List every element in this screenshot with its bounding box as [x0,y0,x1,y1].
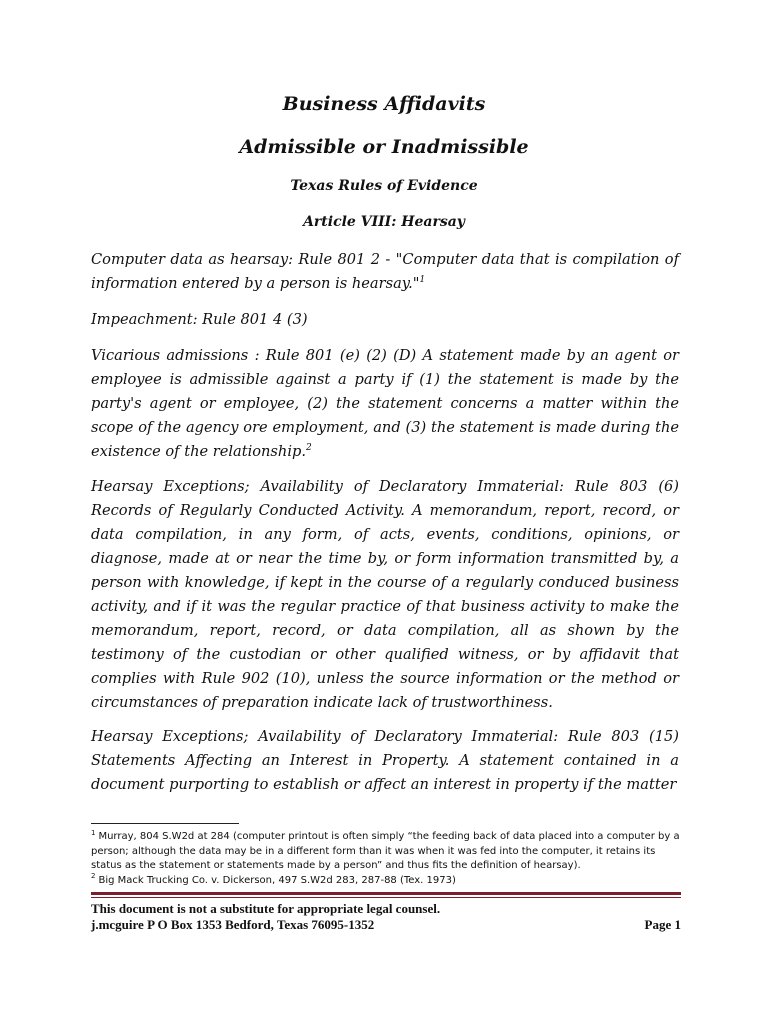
page-number: Page 1 [644,917,681,932]
section-heading: Texas Rules of Evidence [290,178,478,194]
paragraph-text: Hearsay Exceptions; Availability of Declaratory Immaterial: Rule 803 (15) Statements Affecting an Interest in Property. A statement contained in a document purporting to establish or affect an interest in property if the matter [91,728,679,793]
paragraph-text: Impeachment: Rule 801 4 (3) [91,311,308,328]
paragraph-text: Computer data as hearsay: Rule 801 2 - "Computer data that is compilation of information entered by a person is hearsay." [91,251,679,292]
footer-row [91,917,681,933]
footnote-text: Big Mack Trucking Co. v. Dickerson, 497 S.W2d 283, 287-88 (Tex. 1973) [98,874,456,886]
footer-address: j.mcguire P O Box 1353 Bedford, Texas 76095-1352 [91,917,375,932]
document-subtitle: Admissible or Inadmissible [239,136,529,158]
footnote-1 [91,830,681,874]
page-footer [91,901,681,933]
footer-rule-thick [91,892,681,895]
paragraph-impeachment [91,308,679,332]
paragraph-vicarious-admissions [91,344,679,464]
paragraph-computer-data [91,248,679,296]
paragraph-rule-803-6 [91,475,679,715]
paragraph-text: Hearsay Exceptions; Availability of Declaratory Immaterial: Rule 803 (6) Records of Regularly Conducted Activity. A memorandum, report, record, or data compilation, in any form, of acts, events, conditions, opinions, or diagnose, made at or near the time by, or form information transmitted by, a person with knowledge, if kept in the course of a regularly conduced business activity, and if it was the regular practice of that business activity to make the memorandum, report, record, or data compilation, all as shown by the testimony of the custodian or other qualified witness, or by affidavit that complies with Rule 902 (10), unless the source information or the method or circumstances of preparation indicate lack of trustworthiness. [91,478,679,711]
document-title: Business Affidavits [282,93,486,115]
paragraph-rule-803-15 [91,725,679,797]
footnote-2 [91,874,681,889]
footnote-number: 1 [91,828,96,837]
footnotes [91,830,681,888]
paragraph-text: Vicarious admissions : Rule 801 (e) (2) (D) A statement made by an agent or employee is admissible against a party if (1) the statement is made by the party's agent or employee, (2) the statement concerns a matter within the scope of the agency ore employment, and (3) the statement is made during the existence of the relationship. [91,347,679,460]
footer-rule-thin [91,897,681,898]
footnote-text: Murray, 804 S.W2d at 284 (computer printout is often simply “the feeding back of data placed into a computer by a person; although the data may be in a different form than it was when it was fed into the computer, it retains its status as the statement or statements made by a person” and thus fits the definition of hearsay). [91,831,680,871]
article-heading: Article VIII: Hearsay [303,214,465,230]
footnote-ref[interactable]: 1 [419,275,426,286]
footnote-number: 2 [91,872,96,881]
footer-disclaimer: This document is not a substitute for appropriate legal counsel. [91,901,441,916]
footnote-ref[interactable]: 2 [305,443,312,454]
footnote-divider [91,823,239,824]
